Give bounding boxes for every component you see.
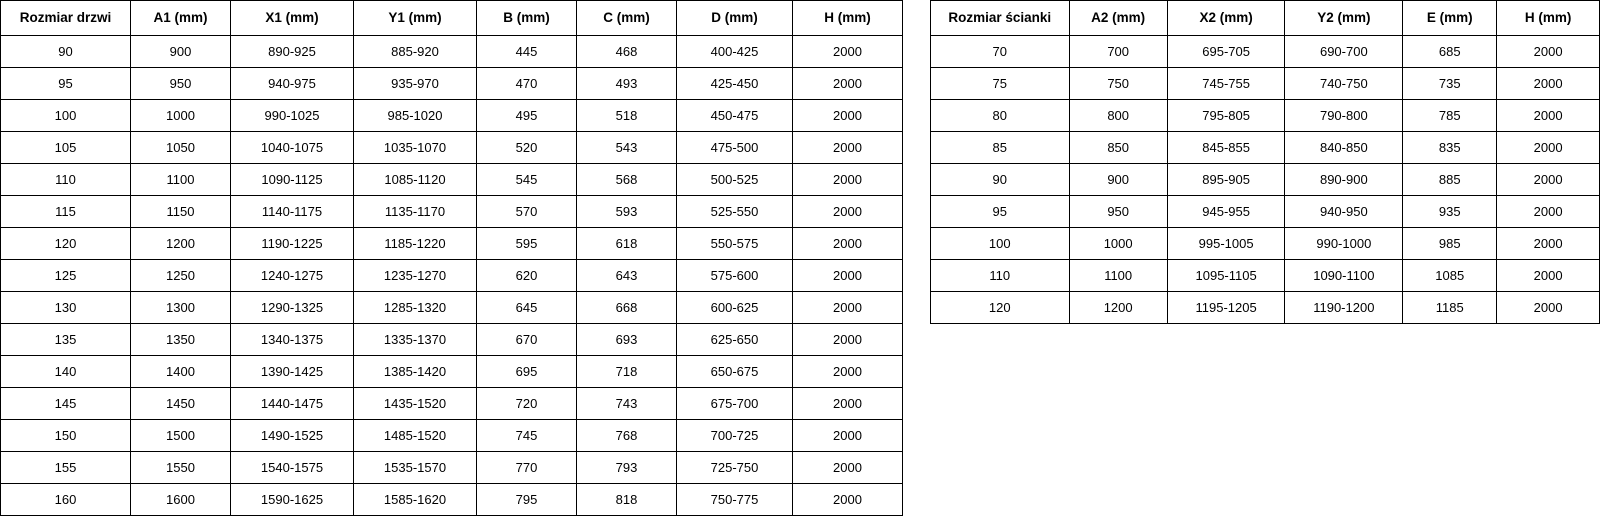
cell: 110: [1, 164, 131, 196]
cell: 2000: [793, 68, 903, 100]
cell: 120: [931, 292, 1070, 324]
cell: 1350: [131, 324, 231, 356]
walls-table-header: [931, 1, 1600, 36]
doors-table-header: [1, 1, 903, 36]
cell: 1235-1270: [354, 260, 477, 292]
cell: 90: [1, 36, 131, 68]
cell: 693: [577, 324, 677, 356]
cell: 2000: [793, 228, 903, 260]
cell: 2000: [1497, 68, 1600, 100]
cell: 945-955: [1167, 196, 1285, 228]
cell: 2000: [793, 292, 903, 324]
cell: 668: [577, 292, 677, 324]
cell: 1085: [1403, 260, 1497, 292]
cell: 625-650: [677, 324, 793, 356]
cell: 940-950: [1285, 196, 1403, 228]
cell: 425-450: [677, 68, 793, 100]
column-header-y1: Y1 (mm): [354, 1, 477, 36]
cell: 885: [1403, 164, 1497, 196]
cell: 1240-1275: [231, 260, 354, 292]
cell: 750-775: [677, 484, 793, 516]
table-row: [931, 164, 1600, 196]
cell: 160: [1, 484, 131, 516]
cell: 1185-1220: [354, 228, 477, 260]
column-header-a1: A1 (mm): [131, 1, 231, 36]
cell: 2000: [1497, 260, 1600, 292]
cell: 600-625: [677, 292, 793, 324]
cell: 940-975: [231, 68, 354, 100]
table-row: [931, 36, 1600, 68]
cell: 1250: [131, 260, 231, 292]
cell: 895-905: [1167, 164, 1285, 196]
cell: 1200: [131, 228, 231, 260]
walls-table-body: [931, 36, 1600, 324]
cell: 115: [1, 196, 131, 228]
table-row: [1, 132, 903, 164]
cell: 1340-1375: [231, 324, 354, 356]
table-row: [1, 228, 903, 260]
table-row: [1, 484, 903, 516]
cell: 1385-1420: [354, 356, 477, 388]
column-header-x2: X2 (mm): [1167, 1, 1285, 36]
cell: 100: [1, 100, 131, 132]
table-header-row: [1, 1, 903, 36]
cell: 450-475: [677, 100, 793, 132]
cell: 818: [577, 484, 677, 516]
cell: 500-525: [677, 164, 793, 196]
cell: 468: [577, 36, 677, 68]
cell: 695: [477, 356, 577, 388]
cell: 840-850: [1285, 132, 1403, 164]
cell: 1450: [131, 388, 231, 420]
cell: 990-1000: [1285, 228, 1403, 260]
cell: 685: [1403, 36, 1497, 68]
cell: 1550: [131, 452, 231, 484]
cell: 1000: [1069, 228, 1167, 260]
cell: 135: [1, 324, 131, 356]
cell: 545: [477, 164, 577, 196]
table-row: [1, 292, 903, 324]
table-row: [1, 196, 903, 228]
cell: 1535-1570: [354, 452, 477, 484]
cell: 950: [131, 68, 231, 100]
cell: 935-970: [354, 68, 477, 100]
cell: 1300: [131, 292, 231, 324]
cell: 1140-1175: [231, 196, 354, 228]
cell: 900: [1069, 164, 1167, 196]
table-row: [931, 196, 1600, 228]
table-row: [1, 164, 903, 196]
cell: 2000: [1497, 164, 1600, 196]
cell: 85: [931, 132, 1070, 164]
cell: 475-500: [677, 132, 793, 164]
cell: 145: [1, 388, 131, 420]
cell: 2000: [793, 132, 903, 164]
column-header-h: H (mm): [793, 1, 903, 36]
cell: 2000: [793, 196, 903, 228]
cell: 2000: [1497, 132, 1600, 164]
table-row: [1, 356, 903, 388]
cell: 750: [1069, 68, 1167, 100]
cell: 140: [1, 356, 131, 388]
cell: 2000: [793, 356, 903, 388]
cell: 470: [477, 68, 577, 100]
cell: 575-600: [677, 260, 793, 292]
cell: 520: [477, 132, 577, 164]
cell: 568: [577, 164, 677, 196]
cell: 1285-1320: [354, 292, 477, 324]
cell: 1150: [131, 196, 231, 228]
cell: 795: [477, 484, 577, 516]
cell: 695-705: [1167, 36, 1285, 68]
cell: 2000: [1497, 36, 1600, 68]
table-row: [931, 132, 1600, 164]
table-row: [1, 100, 903, 132]
cell: 150: [1, 420, 131, 452]
cell: 80: [931, 100, 1070, 132]
walls-dimensions-table: [930, 0, 1600, 324]
cell: 593: [577, 196, 677, 228]
column-header-h: H (mm): [1497, 1, 1600, 36]
cell: 1035-1070: [354, 132, 477, 164]
cell: 745: [477, 420, 577, 452]
cell: 743: [577, 388, 677, 420]
cell: 1190-1200: [1285, 292, 1403, 324]
cell: 110: [931, 260, 1070, 292]
table-row: [931, 68, 1600, 100]
table-row: [931, 260, 1600, 292]
cell: 1195-1205: [1167, 292, 1285, 324]
cell: 850: [1069, 132, 1167, 164]
cell: 793: [577, 452, 677, 484]
cell: 70: [931, 36, 1070, 68]
cell: 1135-1170: [354, 196, 477, 228]
cell: 2000: [793, 420, 903, 452]
table-row: [1, 388, 903, 420]
cell: 2000: [793, 164, 903, 196]
table-row: [1, 260, 903, 292]
cell: 670: [477, 324, 577, 356]
cell: 518: [577, 100, 677, 132]
cell: 130: [1, 292, 131, 324]
cell: 2000: [793, 36, 903, 68]
cell: 645: [477, 292, 577, 324]
cell: 618: [577, 228, 677, 260]
cell: 1090-1100: [1285, 260, 1403, 292]
table-row: [1, 68, 903, 100]
cell: 1090-1125: [231, 164, 354, 196]
cell: 700-725: [677, 420, 793, 452]
table-header-row: [931, 1, 1600, 36]
cell: 1490-1525: [231, 420, 354, 452]
cell: 890-925: [231, 36, 354, 68]
cell: 1540-1575: [231, 452, 354, 484]
cell: 1390-1425: [231, 356, 354, 388]
cell: 675-700: [677, 388, 793, 420]
cell: 1050: [131, 132, 231, 164]
cell: 595: [477, 228, 577, 260]
table-row: [1, 452, 903, 484]
cell: 795-805: [1167, 100, 1285, 132]
cell: 990-1025: [231, 100, 354, 132]
cell: 1400: [131, 356, 231, 388]
cell: 835: [1403, 132, 1497, 164]
cell: 735: [1403, 68, 1497, 100]
doors-table-body: [1, 36, 903, 516]
column-header-rozmiar-drzwi: Rozmiar drzwi: [1, 1, 131, 36]
table-row: [931, 292, 1600, 324]
cell: 770: [477, 452, 577, 484]
cell: 995-1005: [1167, 228, 1285, 260]
cell: 550-575: [677, 228, 793, 260]
cell: 725-750: [677, 452, 793, 484]
table-row: [1, 324, 903, 356]
cell: 740-750: [1285, 68, 1403, 100]
cell: 400-425: [677, 36, 793, 68]
cell: 1500: [131, 420, 231, 452]
cell: 120: [1, 228, 131, 260]
cell: 90: [931, 164, 1070, 196]
column-header-y2: Y2 (mm): [1285, 1, 1403, 36]
cell: 690-700: [1285, 36, 1403, 68]
cell: 1585-1620: [354, 484, 477, 516]
cell: 718: [577, 356, 677, 388]
cell: 935: [1403, 196, 1497, 228]
cell: 2000: [793, 452, 903, 484]
cell: 125: [1, 260, 131, 292]
cell: 100: [931, 228, 1070, 260]
cell: 845-855: [1167, 132, 1285, 164]
cell: 890-900: [1285, 164, 1403, 196]
cell: 570: [477, 196, 577, 228]
column-header-a2: A2 (mm): [1069, 1, 1167, 36]
cell: 2000: [793, 100, 903, 132]
cell: 785: [1403, 100, 1497, 132]
cell: 493: [577, 68, 677, 100]
column-header-rozmiar-scianki: Rozmiar ścianki: [931, 1, 1070, 36]
cell: 2000: [1497, 196, 1600, 228]
cell: 95: [931, 196, 1070, 228]
cell: 495: [477, 100, 577, 132]
cell: 95: [1, 68, 131, 100]
cell: 1485-1520: [354, 420, 477, 452]
table-row: [931, 228, 1600, 260]
cell: 1290-1325: [231, 292, 354, 324]
cell: 1600: [131, 484, 231, 516]
cell: 950: [1069, 196, 1167, 228]
column-header-b: B (mm): [477, 1, 577, 36]
cell: 1590-1625: [231, 484, 354, 516]
table-row: [931, 100, 1600, 132]
cell: 1440-1475: [231, 388, 354, 420]
table-row: [1, 420, 903, 452]
cell: 620: [477, 260, 577, 292]
cell: 1100: [131, 164, 231, 196]
cell: 525-550: [677, 196, 793, 228]
cell: 1435-1520: [354, 388, 477, 420]
cell: 155: [1, 452, 131, 484]
cell: 720: [477, 388, 577, 420]
cell: 650-675: [677, 356, 793, 388]
cell: 2000: [793, 324, 903, 356]
cell: 1335-1370: [354, 324, 477, 356]
cell: 2000: [793, 260, 903, 292]
cell: 2000: [793, 484, 903, 516]
cell: 105: [1, 132, 131, 164]
cell: 790-800: [1285, 100, 1403, 132]
cell: 1100: [1069, 260, 1167, 292]
cell: 985-1020: [354, 100, 477, 132]
cell: 1000: [131, 100, 231, 132]
cell: 1190-1225: [231, 228, 354, 260]
cell: 1085-1120: [354, 164, 477, 196]
cell: 543: [577, 132, 677, 164]
cell: 985: [1403, 228, 1497, 260]
cell: 700: [1069, 36, 1167, 68]
column-header-x1: X1 (mm): [231, 1, 354, 36]
cell: 800: [1069, 100, 1167, 132]
cell: 1200: [1069, 292, 1167, 324]
cell: 885-920: [354, 36, 477, 68]
cell: 745-755: [1167, 68, 1285, 100]
cell: 1095-1105: [1167, 260, 1285, 292]
cell: 2000: [793, 388, 903, 420]
cell: 2000: [1497, 292, 1600, 324]
cell: 1040-1075: [231, 132, 354, 164]
cell: 768: [577, 420, 677, 452]
cell: 75: [931, 68, 1070, 100]
cell: 445: [477, 36, 577, 68]
table-row: [1, 36, 903, 68]
column-header-c: C (mm): [577, 1, 677, 36]
walls-table-container: [930, 0, 1600, 324]
cell: 643: [577, 260, 677, 292]
cell: 2000: [1497, 100, 1600, 132]
column-header-e: E (mm): [1403, 1, 1497, 36]
cell: 2000: [1497, 228, 1600, 260]
column-header-d: D (mm): [677, 1, 793, 36]
cell: 900: [131, 36, 231, 68]
cell: 1185: [1403, 292, 1497, 324]
